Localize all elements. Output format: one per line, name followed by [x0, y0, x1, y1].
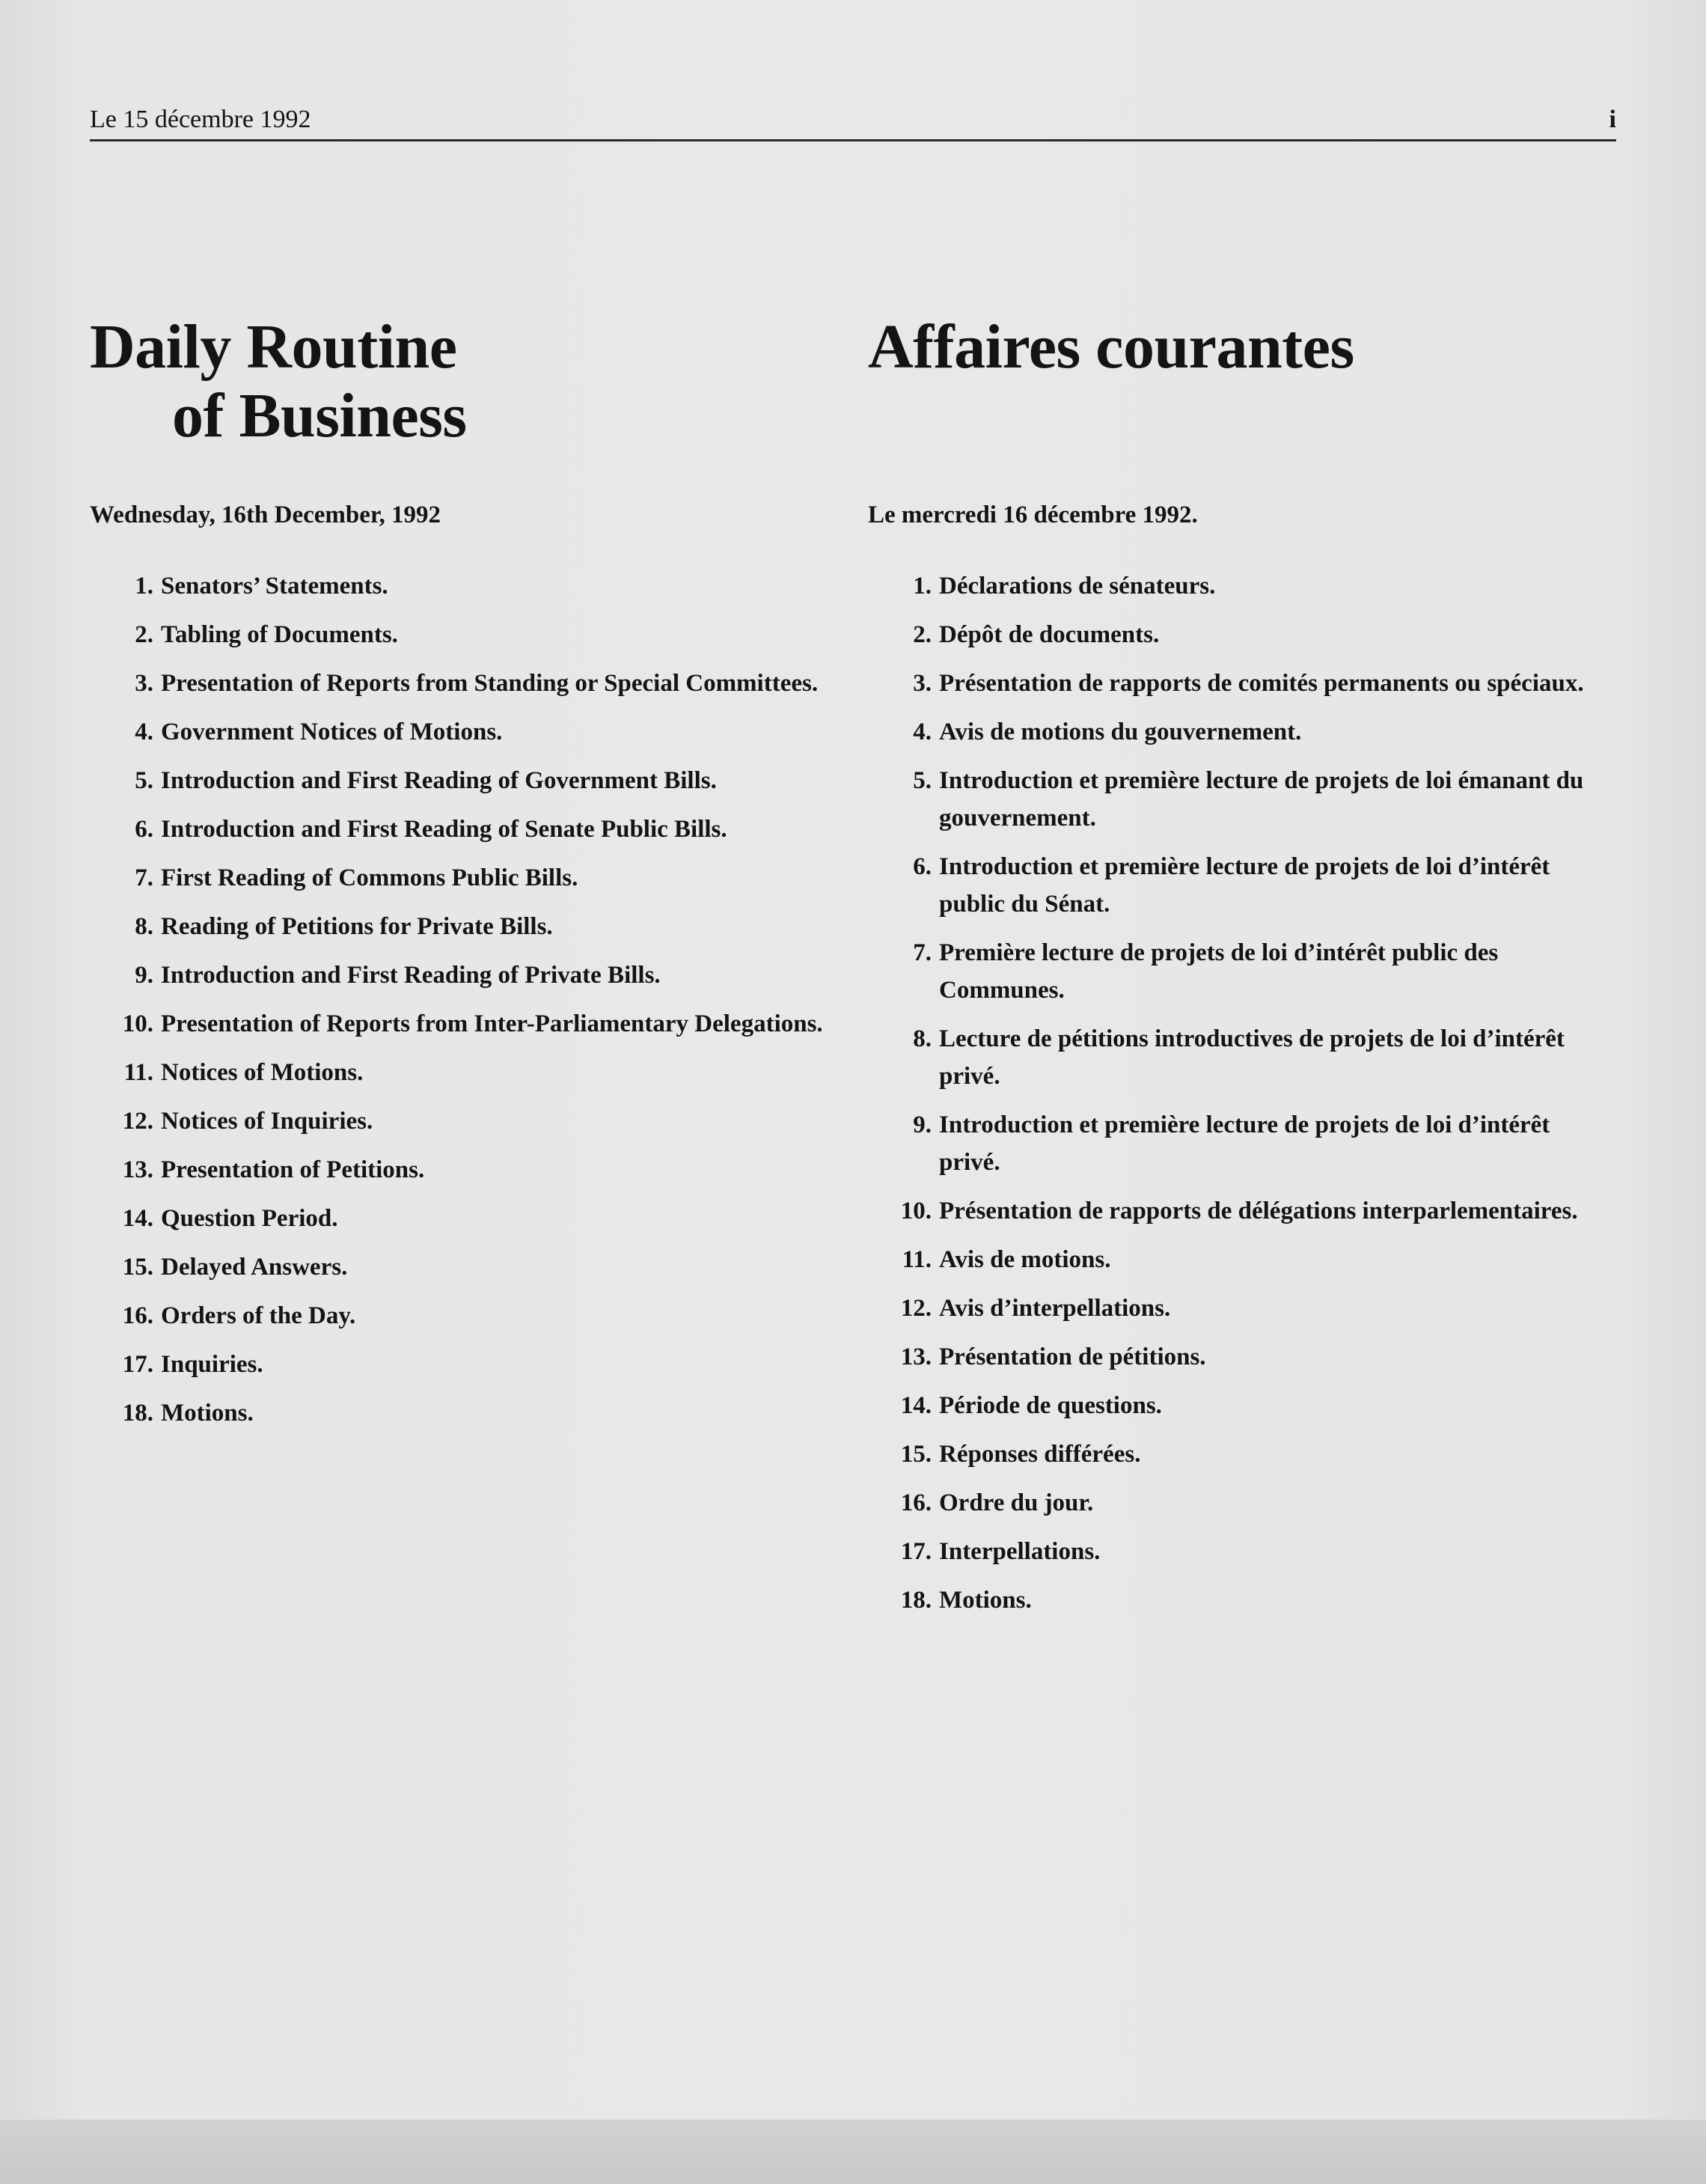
list-item — [105, 908, 823, 945]
item-number: 18. — [122, 1400, 153, 1427]
item-number: 1. — [135, 573, 153, 600]
list-item — [883, 1192, 1601, 1230]
item-number: 16. — [122, 1302, 153, 1329]
item-number: 17. — [122, 1351, 153, 1378]
item-number: 11. — [123, 1059, 153, 1086]
item-number: 3. — [913, 670, 932, 697]
item-number: 8. — [913, 1025, 932, 1052]
item-text: First Reading of Commons Public Bills. — [161, 864, 578, 891]
item-number: 10. — [900, 1198, 932, 1224]
item-number: 5. — [913, 767, 932, 794]
list-item — [105, 1297, 823, 1335]
item-text: Présentation de rapports de comités permanents ou spéciaux. — [939, 670, 1584, 697]
list-item — [883, 1436, 1601, 1473]
list-item — [883, 1387, 1601, 1424]
item-text: Motions. — [939, 1587, 1032, 1614]
item-text: Tabling of Documents. — [161, 621, 398, 648]
list-item — [883, 762, 1601, 837]
item-text: Presentation of Petitions. — [161, 1156, 425, 1183]
item-number: 4. — [135, 719, 153, 745]
item-number: 18. — [900, 1587, 932, 1614]
page-bottom-edge — [0, 2120, 1706, 2184]
item-text: Senators’ Statements. — [161, 573, 388, 600]
english-date: Wednesday, 16th December, 1992 — [90, 501, 441, 528]
list-item — [105, 1005, 823, 1043]
item-text: Avis de motions. — [939, 1246, 1111, 1273]
list-item — [883, 1290, 1601, 1327]
header-divider — [90, 139, 1616, 141]
item-number: 2. — [135, 621, 153, 648]
item-number: 9. — [135, 962, 153, 989]
item-text: Orders of the Day. — [161, 1302, 356, 1329]
item-number: 6. — [913, 853, 932, 880]
list-item — [883, 1533, 1601, 1570]
item-text: Introduction et première lecture de projets de loi émanant du gouvernement. — [939, 767, 1584, 832]
item-text: Présentation de pétitions. — [939, 1343, 1206, 1370]
list-item — [105, 1346, 823, 1383]
list-item — [883, 1241, 1601, 1278]
item-text: Introduction et première lecture de projets de loi d’intérêt privé. — [939, 1111, 1550, 1176]
item-text: Question Period. — [161, 1205, 338, 1232]
list-item — [105, 713, 823, 751]
item-text: Presentation of Reports from Standing or Special Committees. — [161, 670, 819, 697]
french-title — [868, 313, 1616, 382]
list-item — [883, 665, 1601, 702]
english-column — [90, 312, 838, 1427]
french-column — [868, 312, 1616, 1614]
list-item — [105, 1151, 823, 1189]
list-item — [105, 1102, 823, 1140]
item-number: 12. — [122, 1108, 153, 1135]
item-text: Dépôt de documents. — [939, 621, 1160, 648]
item-number: 7. — [913, 939, 932, 966]
list-item — [883, 567, 1601, 605]
list-item — [105, 1200, 823, 1237]
list-item — [105, 859, 823, 897]
item-text: Présentation de rapports de délégations interparlementaires. — [939, 1198, 1578, 1224]
list-item — [883, 934, 1601, 1009]
item-number: 15. — [900, 1441, 932, 1468]
item-number: 14. — [122, 1205, 153, 1232]
item-number: 5. — [135, 767, 153, 794]
list-item — [105, 567, 823, 605]
item-text: Delayed Answers. — [161, 1254, 348, 1281]
item-number: 16. — [900, 1489, 932, 1516]
item-number: 14. — [900, 1392, 932, 1419]
item-number: 15. — [122, 1254, 153, 1281]
list-item — [883, 1581, 1601, 1619]
french-date: Le mercredi 16 décembre 1992. — [868, 501, 1198, 528]
list-item — [883, 1484, 1601, 1522]
item-text: Introduction and First Reading of Private Bills. — [161, 962, 661, 989]
item-number: 11. — [902, 1246, 932, 1273]
item-number: 12. — [900, 1295, 932, 1322]
item-text: Lecture de pétitions introductives de projets de loi d’intérêt privé. — [939, 1025, 1565, 1090]
item-text: Période de questions. — [939, 1392, 1162, 1419]
list-item — [883, 848, 1601, 923]
list-item — [105, 1394, 823, 1432]
item-text: Réponses différées. — [939, 1441, 1141, 1468]
list-item — [105, 811, 823, 848]
item-number: 8. — [135, 913, 153, 940]
list-item — [105, 665, 823, 702]
item-number: 1. — [913, 573, 932, 600]
item-text: Ordre du jour. — [939, 1489, 1094, 1516]
item-text: Déclarations de sénateurs. — [939, 573, 1216, 600]
item-text: Avis de motions du gouvernement. — [939, 719, 1302, 745]
list-item — [105, 762, 823, 799]
list-item — [883, 713, 1601, 751]
list-item — [105, 1054, 823, 1091]
item-number: 2. — [913, 621, 932, 648]
item-number: 4. — [913, 719, 932, 745]
item-text: Government Notices of Motions. — [161, 719, 503, 745]
page-header — [90, 103, 1616, 141]
item-text: Avis d’interpellations. — [939, 1295, 1171, 1322]
item-text: Interpellations. — [939, 1538, 1101, 1565]
page-number: i — [1609, 106, 1616, 133]
item-text: Introduction and First Reading of Senate Public Bills. — [161, 816, 727, 843]
list-item — [883, 1338, 1601, 1376]
list-item — [883, 1020, 1601, 1095]
item-text: Première lecture de projets de loi d’intérêt public des Communes. — [939, 939, 1499, 1004]
french-routine-list — [883, 567, 1601, 1630]
list-item — [105, 957, 823, 994]
list-item — [883, 1106, 1601, 1181]
item-number: 10. — [122, 1010, 153, 1037]
item-text: Introduction et première lecture de projets de loi d’intérêt public du Sénat. — [939, 853, 1550, 918]
french-title-line-1: Affaires courantes — [868, 312, 1354, 382]
list-item — [105, 616, 823, 653]
item-text: Introduction and First Reading of Government Bills. — [161, 767, 717, 794]
english-title-line-1: Daily Routine — [90, 312, 457, 382]
item-number: 3. — [135, 670, 153, 697]
item-number: 9. — [913, 1111, 932, 1138]
item-number: 7. — [135, 864, 153, 891]
header-date: Le 15 décembre 1992 — [90, 106, 311, 133]
item-text: Inquiries. — [161, 1351, 263, 1378]
english-title-line-2: of Business — [172, 381, 467, 451]
item-number: 17. — [900, 1538, 932, 1565]
item-text: Reading of Petitions for Private Bills. — [161, 913, 553, 940]
item-text: Presentation of Reports from Inter-Parliamentary Delegations. — [161, 1010, 823, 1037]
item-number: 13. — [900, 1343, 932, 1370]
list-item — [105, 1248, 823, 1286]
list-item — [883, 616, 1601, 653]
english-routine-list — [105, 567, 823, 1443]
item-text: Notices of Inquiries. — [161, 1108, 373, 1135]
item-number: 6. — [135, 816, 153, 843]
item-number: 13. — [122, 1156, 153, 1183]
english-title — [90, 313, 838, 451]
item-text: Motions. — [161, 1400, 254, 1427]
item-text: Notices of Motions. — [161, 1059, 364, 1086]
